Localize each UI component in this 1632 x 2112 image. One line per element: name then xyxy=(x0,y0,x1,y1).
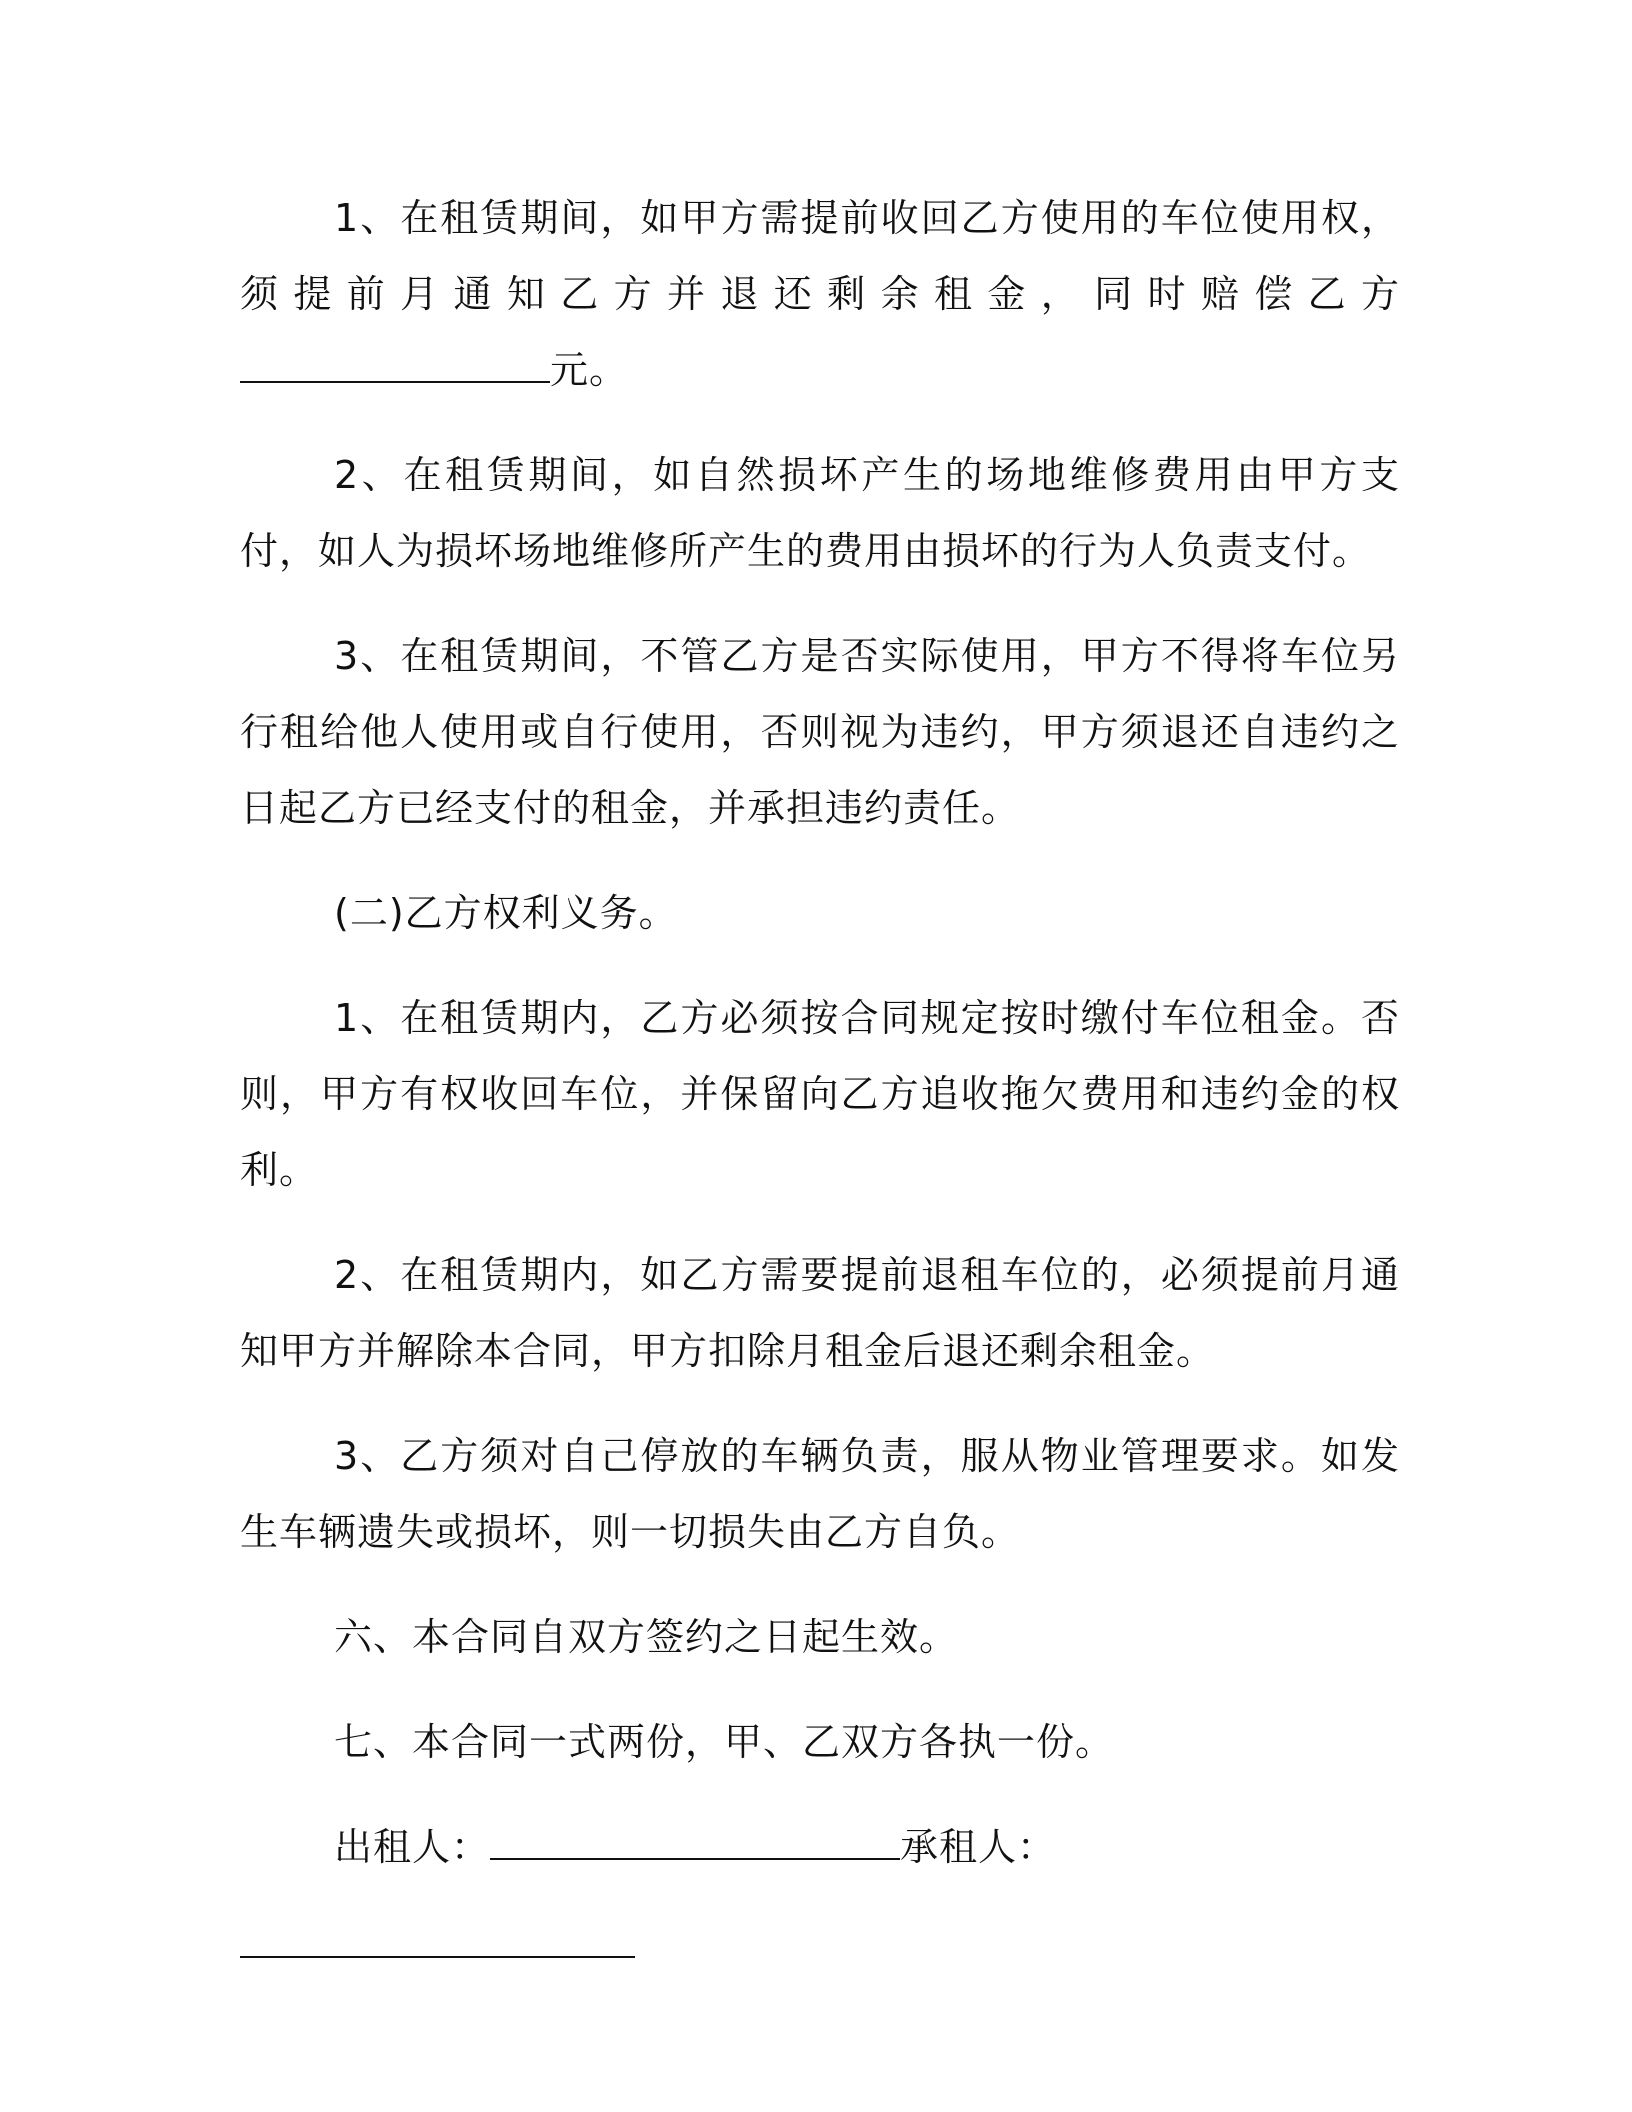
document-body xyxy=(240,180,1400,1983)
lessor-label: 出租人： xyxy=(334,1825,491,1869)
lessee-signature-row xyxy=(240,1907,1400,1983)
clause-2: 2、在租赁期间，如自然损坏产生的场地维修费用由甲方支付，如人为损坏场地维修所产生的费用由损坏的行为人负责支付。 xyxy=(240,453,1400,573)
clause-1 xyxy=(240,180,1400,408)
lessee-signature-blank xyxy=(240,1912,635,1958)
clause-1-text: 1、在租赁期间，如甲方需提前收回乙方使用的车位使用权，须提前月通知乙方并退还剩余租金，同时赔偿乙方 xyxy=(240,196,1400,316)
lessee-clause-1: 1、在租赁期内，乙方必须按合同规定按时缴付车位租金。否则，甲方有权收回车位，并保留向乙方追收拖欠费用和违约金的权利。 xyxy=(240,996,1400,1192)
lessor-signature-blank xyxy=(490,1814,900,1860)
lessee-clause-2: 2、在租赁期内，如乙方需要提前退租车位的，必须提前月通知甲方并解除本合同，甲方扣除月租金后退还剩余租金。 xyxy=(240,1253,1400,1373)
clause-3: 3、在租赁期间，不管乙方是否实际使用，甲方不得将车位另行租给他人使用或自行使用，否则视为违约，甲方须退还自违约之日起乙方已经支付的租金，并承担违约责任。 xyxy=(240,634,1400,830)
article-six: 六、本合同自双方签约之日起生效。 xyxy=(334,1615,959,1659)
lessee-label: 承租人： xyxy=(900,1825,1057,1869)
section-heading-lessee-rights: (二)乙方权利义务。 xyxy=(334,891,678,935)
lessee-clause-3: 3、乙方须对自己停放的车辆负责，服从物业管理要求。如发生车辆遗失或损坏，则一切损失由乙方自负。 xyxy=(240,1434,1400,1554)
clause-1-unit: 元。 xyxy=(550,348,629,392)
signature-line xyxy=(240,1809,1400,1885)
article-seven: 七、本合同一式两份，甲、乙双方各执一份。 xyxy=(334,1720,1115,1764)
compensation-blank xyxy=(240,337,550,383)
